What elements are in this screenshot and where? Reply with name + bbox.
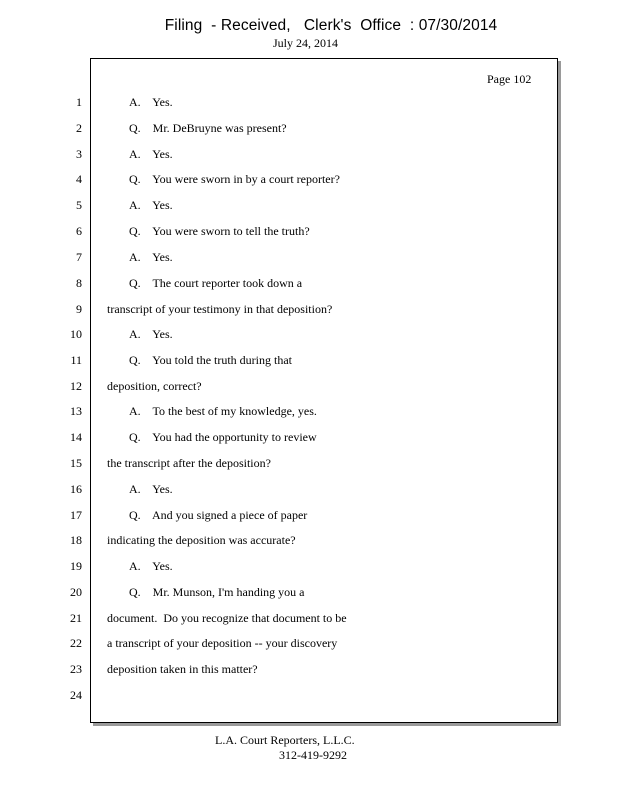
- line-number: 14: [70, 430, 82, 444]
- transcript-line: Q. You were sworn to tell the truth?: [129, 224, 310, 238]
- line-number: 24: [70, 688, 82, 702]
- transcript-line: A. Yes.: [129, 198, 173, 212]
- line-number: 8: [76, 276, 82, 290]
- transcript-date: July 24, 2014: [273, 36, 339, 50]
- transcript-line: Q. You had the opportunity to review: [129, 430, 317, 444]
- line-number: 18: [70, 533, 82, 547]
- line-number: 12: [70, 379, 82, 393]
- line-number: 20: [70, 585, 82, 599]
- line-number: 22: [70, 636, 82, 650]
- line-number: 6: [76, 224, 82, 238]
- transcript-line: A. Yes.: [129, 147, 173, 161]
- line-number: 5: [76, 198, 82, 212]
- reporter-company: L.A. Court Reporters, L.L.C.: [215, 733, 355, 747]
- line-number: 9: [76, 302, 82, 316]
- transcript-line: A. Yes.: [129, 482, 173, 496]
- line-number: 11: [70, 353, 82, 367]
- transcript-line: A. To the best of my knowledge, yes.: [129, 404, 317, 418]
- transcript-line: the transcript after the deposition?: [107, 456, 271, 470]
- transcript-line: Q. You told the truth during that: [129, 353, 293, 367]
- line-number: 13: [70, 404, 82, 418]
- line-number: 16: [70, 482, 82, 496]
- line-number: 17: [70, 508, 82, 522]
- transcript-line: document. Do you recognize that document to be: [107, 611, 347, 625]
- transcript-line: A. Yes.: [129, 327, 173, 341]
- transcript-line: A. Yes.: [129, 559, 173, 573]
- line-number: 2: [76, 121, 82, 135]
- transcript-line: deposition, correct?: [107, 379, 202, 393]
- filing-stamp: Filing - Received, Clerk's Office : 07/30/2014: [164, 17, 498, 34]
- transcript-line: a transcript of your deposition -- your discovery: [107, 636, 338, 650]
- transcript-line: indicating the deposition was accurate?: [107, 533, 296, 547]
- line-number: 10: [70, 327, 82, 341]
- line-number: 1: [76, 95, 82, 109]
- transcript-line: transcript of your testimony in that deposition?: [107, 302, 333, 316]
- reporter-phone: 312-419-9292: [279, 748, 347, 762]
- line-number: 21: [70, 611, 82, 625]
- line-number: 3: [76, 147, 82, 161]
- transcript-line: Q. You were sworn in by a court reporter?: [129, 172, 340, 186]
- line-number: 4: [76, 172, 82, 186]
- line-number: 19: [70, 559, 82, 573]
- transcript-line: Q. Mr. Munson, I'm handing you a: [129, 585, 305, 599]
- page-number: Page 102: [487, 72, 532, 86]
- transcript-line: Q. And you signed a piece of paper: [129, 508, 308, 522]
- transcript-line: A. Yes.: [129, 95, 173, 109]
- line-number: 23: [70, 662, 82, 676]
- transcript-line: Q. Mr. DeBruyne was present?: [129, 121, 287, 135]
- line-number: 7: [76, 250, 82, 264]
- transcript-line: A. Yes.: [129, 250, 173, 264]
- line-number: 15: [70, 456, 82, 470]
- transcript-line: Q. The court reporter took down a: [129, 276, 303, 290]
- transcript-line: deposition taken in this matter?: [107, 662, 258, 676]
